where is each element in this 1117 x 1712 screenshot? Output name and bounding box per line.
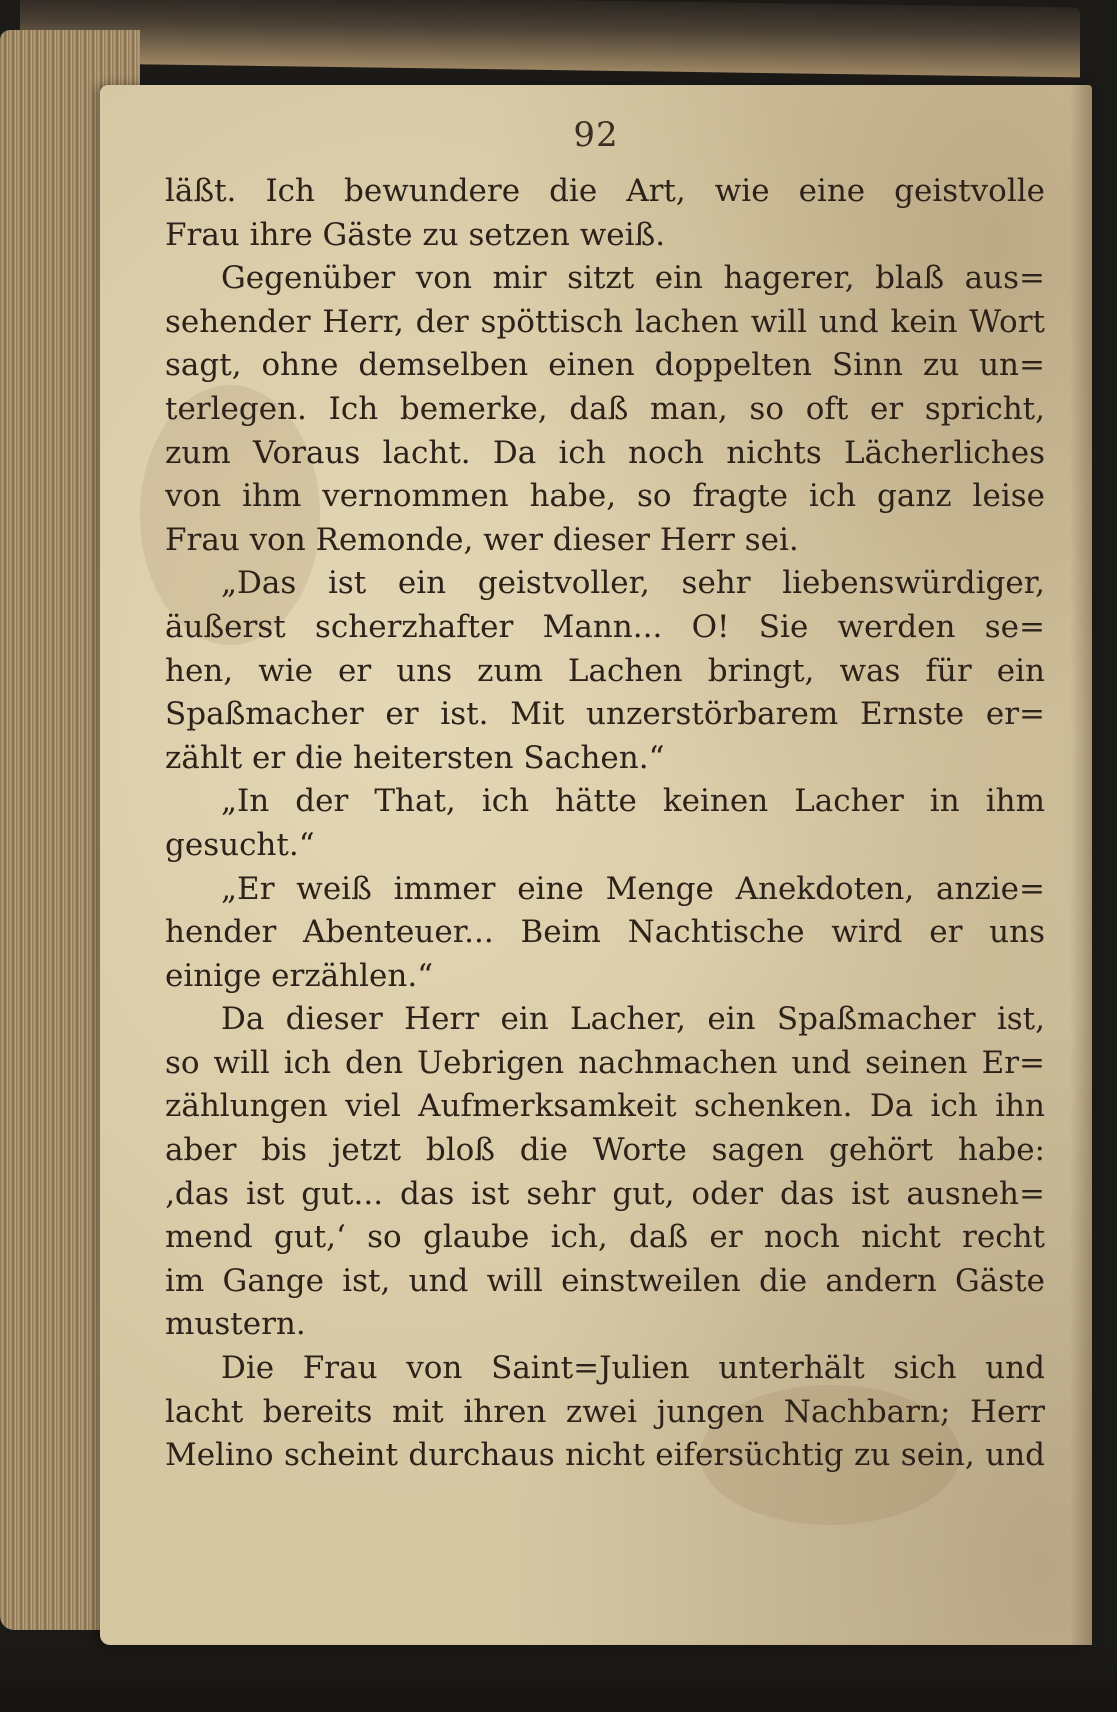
text-line: Spaßmacher er ist. Mit unzerstörbarem Ernste er= [165,696,1045,733]
text-line: sagt, ohne demselben einen doppelten Sinn zu un= [165,347,1045,384]
text-line: Frau ihre Gäste zu setzen weiß. [165,216,666,253]
text-line: mend gut,‘ so glaube ich, daß er noch nicht recht [165,1219,1045,1256]
text-line: sehender Herr, der spöttisch lachen will und kein Wort [165,303,1045,340]
page-right-edge [1070,85,1092,1645]
text-line: Gegenüber von mir sitzt ein hagerer, blaß aus= [221,260,1045,297]
text-line: terlegen. Ich bemerke, daß man, so oft er spricht, [165,390,1045,427]
text-line: ‚das ist gut... das ist sehr gut, oder das ist ausneh= [165,1175,1045,1212]
text-line: lacht bereits mit ihren zwei jungen Nachbarn; Herr [165,1393,1045,1430]
book-top-edge [20,0,1080,77]
text-line: einige erzählen.“ [165,957,434,994]
page-number: 92 [573,115,619,155]
page-text [165,170,1045,1478]
text-line: läßt. Ich bewundere die Art, wie eine geistvolle [165,173,1045,209]
text-line: Melino scheint durchaus nicht eifersüchtig zu sein, und [165,1437,1045,1474]
text-line: Da dieser Herr ein Lacher, ein Spaßmacher ist, [221,1001,1045,1038]
text-line: mustern. [165,1306,306,1343]
text-line: „In der That, ich hätte keinen Lacher in ihm [221,783,1045,820]
text-line: zum Voraus lacht. Da ich noch nichts Lächerliches [165,434,1045,471]
text-line: im Gange ist, und will einstweilen die andern Gäste [165,1262,1045,1299]
text-line: äußerst scherzhafter Mann... O! Sie werden se= [165,608,1045,645]
text-line: aber bis jetzt bloß die Worte sagen gehört habe: [165,1132,1045,1169]
text-line: zählt er die heitersten Sachen.“ [165,739,665,776]
bottom-shadow [0,1642,1117,1712]
text-line: „Er weiß immer eine Menge Anekdoten, anzie= [221,870,1045,907]
text-line: von ihm vernommen habe, so fragte ich ganz leise [165,478,1045,515]
text-line: Die Frau von Saint=Julien unterhält sich und [221,1350,1045,1387]
text-line: hen, wie er uns zum Lachen bringt, was für ein [165,652,1045,689]
text-line: zählungen viel Aufmerksamkeit schenken. Da ich ihn [165,1088,1045,1125]
text-line: hender Abenteuer... Beim Nachtische wird er uns [165,914,1045,951]
text-line: gesucht.“ [165,826,315,863]
text-line: Frau von Remonde, wer dieser Herr sei. [165,521,799,558]
text-line: so will ich den Uebrigen nachmachen und seinen Er= [165,1044,1045,1081]
text-line: „Das ist ein geistvoller, sehr liebenswürdiger, [221,565,1045,602]
